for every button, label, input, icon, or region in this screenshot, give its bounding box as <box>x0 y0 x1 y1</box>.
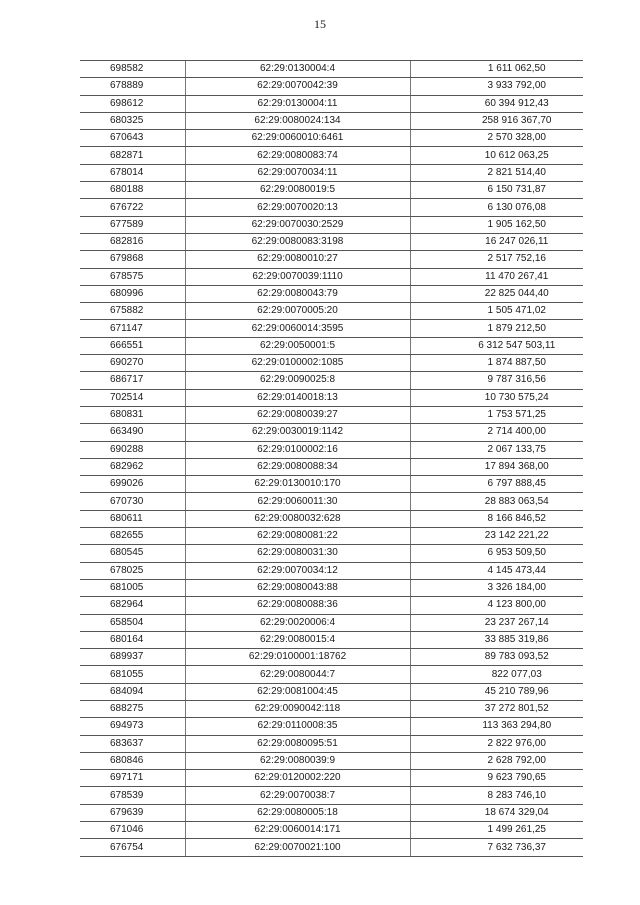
record-number-cell: 681005 <box>80 579 185 596</box>
table-row <box>80 95 583 112</box>
cadastral-value-cell: 7 632 736,37 <box>410 839 583 856</box>
cadastral-number-cell: 62:29:0140018:13 <box>185 389 410 406</box>
record-number-cell: 666551 <box>80 337 185 354</box>
table-body <box>80 61 583 857</box>
cadastral-number-cell: 62:29:0080024:134 <box>185 112 410 129</box>
cadastral-value-cell: 1 879 212,50 <box>410 320 583 337</box>
table-row <box>80 614 583 631</box>
cadastral-number-cell: 62:29:0081004:45 <box>185 683 410 700</box>
cadastral-value-table <box>80 60 583 857</box>
cadastral-number-cell: 62:29:0080010:27 <box>185 251 410 268</box>
record-number-cell: 680325 <box>80 112 185 129</box>
table-row <box>80 631 583 648</box>
cadastral-number-cell: 62:29:0080039:27 <box>185 406 410 423</box>
cadastral-value-cell: 28 883 063,54 <box>410 493 583 510</box>
cadastral-number-cell: 62:29:0080088:36 <box>185 597 410 614</box>
cadastral-number-cell: 62:29:0070005:20 <box>185 303 410 320</box>
record-number-cell: 679639 <box>80 804 185 821</box>
record-number-cell: 680188 <box>80 182 185 199</box>
table-row <box>80 78 583 95</box>
table-row <box>80 61 583 78</box>
cadastral-value-cell: 1 753 571,25 <box>410 406 583 423</box>
cadastral-value-cell: 8 166 846,52 <box>410 510 583 527</box>
record-number-cell: 680611 <box>80 510 185 527</box>
cadastral-value-cell: 60 394 912,43 <box>410 95 583 112</box>
record-number-cell: 680545 <box>80 545 185 562</box>
table-row <box>80 822 583 839</box>
cadastral-value-cell: 1 611 062,50 <box>410 61 583 78</box>
cadastral-value-cell: 6 150 731,87 <box>410 182 583 199</box>
record-number-cell: 682964 <box>80 597 185 614</box>
record-number-cell: 676722 <box>80 199 185 216</box>
cadastral-value-cell: 6 312 547 503,11 <box>410 337 583 354</box>
cadastral-value-cell: 8 283 746,10 <box>410 787 583 804</box>
cadastral-value-cell: 4 145 473,44 <box>410 562 583 579</box>
table-row <box>80 562 583 579</box>
table-row <box>80 683 583 700</box>
cadastral-number-cell: 62:29:0080095:51 <box>185 735 410 752</box>
cadastral-number-cell: 62:29:0130004:4 <box>185 61 410 78</box>
cadastral-number-cell: 62:29:0060014:171 <box>185 822 410 839</box>
table-row <box>80 355 583 372</box>
cadastral-value-cell: 10 730 575,24 <box>410 389 583 406</box>
table-row <box>80 770 583 787</box>
cadastral-value-cell: 16 247 026,11 <box>410 233 583 250</box>
cadastral-number-cell: 62:29:0080081:22 <box>185 528 410 545</box>
table-row <box>80 787 583 804</box>
cadastral-value-cell: 11 470 267,41 <box>410 268 583 285</box>
record-number-cell: 680164 <box>80 631 185 648</box>
cadastral-value-cell: 89 783 093,52 <box>410 649 583 666</box>
cadastral-value-cell: 9 623 790,65 <box>410 770 583 787</box>
cadastral-number-cell: 62:29:0070021:100 <box>185 839 410 856</box>
record-number-cell: 682871 <box>80 147 185 164</box>
record-number-cell: 680996 <box>80 285 185 302</box>
record-number-cell: 684094 <box>80 683 185 700</box>
cadastral-number-cell: 62:29:0070020:13 <box>185 199 410 216</box>
cadastral-number-cell: 62:29:0100001:18762 <box>185 649 410 666</box>
cadastral-value-cell: 2 517 752,16 <box>410 251 583 268</box>
cadastral-value-cell: 1 874 887,50 <box>410 355 583 372</box>
record-number-cell: 671147 <box>80 320 185 337</box>
record-number-cell: 702514 <box>80 389 185 406</box>
cadastral-value-cell: 23 237 267,14 <box>410 614 583 631</box>
cadastral-number-cell: 62:29:0120002:220 <box>185 770 410 787</box>
cadastral-number-cell: 62:29:0080031:30 <box>185 545 410 562</box>
cadastral-value-cell: 17 894 368,00 <box>410 458 583 475</box>
cadastral-number-cell: 62:29:0030019:1142 <box>185 424 410 441</box>
table-row <box>80 735 583 752</box>
cadastral-number-cell: 62:29:0090025:8 <box>185 372 410 389</box>
cadastral-value-cell: 822 077,03 <box>410 666 583 683</box>
cadastral-value-cell: 3 933 792,00 <box>410 78 583 95</box>
cadastral-number-cell: 62:29:0080019:5 <box>185 182 410 199</box>
cadastral-number-cell: 62:29:0070038:7 <box>185 787 410 804</box>
table-row <box>80 839 583 856</box>
record-number-cell: 694973 <box>80 718 185 735</box>
table-row <box>80 458 583 475</box>
cadastral-value-cell: 1 905 162,50 <box>410 216 583 233</box>
record-number-cell: 670730 <box>80 493 185 510</box>
page-number: 15 <box>314 17 326 31</box>
cadastral-value-cell: 2 714 400,00 <box>410 424 583 441</box>
record-number-cell: 689937 <box>80 649 185 666</box>
table-row <box>80 441 583 458</box>
record-number-cell: 688275 <box>80 700 185 717</box>
record-number-cell: 676754 <box>80 839 185 856</box>
cadastral-number-cell: 62:29:0080039:9 <box>185 752 410 769</box>
cadastral-number-cell: 62:29:0130010:170 <box>185 476 410 493</box>
record-number-cell: 690270 <box>80 355 185 372</box>
table-row <box>80 199 583 216</box>
cadastral-value-cell: 113 363 294,80 <box>410 718 583 735</box>
cadastral-value-cell: 22 825 044,40 <box>410 285 583 302</box>
table-row <box>80 545 583 562</box>
cadastral-value-cell: 18 674 329,04 <box>410 804 583 821</box>
table-row <box>80 804 583 821</box>
cadastral-number-cell: 62:29:0070034:11 <box>185 164 410 181</box>
cadastral-value-cell: 2 821 514,40 <box>410 164 583 181</box>
cadastral-number-cell: 62:29:0060010:6461 <box>185 130 410 147</box>
record-number-cell: 670643 <box>80 130 185 147</box>
cadastral-value-cell: 1 505 471,02 <box>410 303 583 320</box>
cadastral-number-cell: 62:29:0110008:35 <box>185 718 410 735</box>
cadastral-value-cell: 23 142 221,22 <box>410 528 583 545</box>
cadastral-value-cell: 33 885 319,86 <box>410 631 583 648</box>
record-number-cell: 686717 <box>80 372 185 389</box>
table-row <box>80 718 583 735</box>
table-row <box>80 112 583 129</box>
record-number-cell: 690288 <box>80 441 185 458</box>
record-number-cell: 697171 <box>80 770 185 787</box>
cadastral-number-cell: 62:29:0070030:2529 <box>185 216 410 233</box>
record-number-cell: 678025 <box>80 562 185 579</box>
cadastral-value-cell: 6 953 509,50 <box>410 545 583 562</box>
cadastral-number-cell: 62:29:0080043:79 <box>185 285 410 302</box>
cadastral-value-cell: 6 130 076,08 <box>410 199 583 216</box>
table-row <box>80 476 583 493</box>
table-row <box>80 424 583 441</box>
table-row <box>80 528 583 545</box>
table-row <box>80 372 583 389</box>
cadastral-value-cell: 4 123 800,00 <box>410 597 583 614</box>
table-row <box>80 510 583 527</box>
cadastral-value-cell: 1 499 261,25 <box>410 822 583 839</box>
table-row <box>80 649 583 666</box>
cadastral-number-cell: 62:29:0070042:39 <box>185 78 410 95</box>
table-row <box>80 700 583 717</box>
table-row <box>80 493 583 510</box>
cadastral-number-cell: 62:29:0130004:11 <box>185 95 410 112</box>
table-row <box>80 752 583 769</box>
record-number-cell: 682816 <box>80 233 185 250</box>
cadastral-number-cell: 62:29:0080083:3198 <box>185 233 410 250</box>
record-number-cell: 682962 <box>80 458 185 475</box>
table-row <box>80 268 583 285</box>
record-number-cell: 682655 <box>80 528 185 545</box>
record-number-cell: 698612 <box>80 95 185 112</box>
table-row <box>80 579 583 596</box>
record-number-cell: 678539 <box>80 787 185 804</box>
cadastral-number-cell: 62:29:0060011:30 <box>185 493 410 510</box>
table-row <box>80 130 583 147</box>
record-number-cell: 681055 <box>80 666 185 683</box>
cadastral-number-cell: 62:29:0080015:4 <box>185 631 410 648</box>
cadastral-number-cell: 62:29:0070034:12 <box>185 562 410 579</box>
cadastral-number-cell: 62:29:0080083:74 <box>185 147 410 164</box>
table-row <box>80 233 583 250</box>
table-row <box>80 389 583 406</box>
cadastral-value-cell: 9 787 316,56 <box>410 372 583 389</box>
table-row <box>80 666 583 683</box>
cadastral-number-cell: 62:29:0080088:34 <box>185 458 410 475</box>
record-number-cell: 679868 <box>80 251 185 268</box>
cadastral-value-cell: 2 570 328,00 <box>410 130 583 147</box>
record-number-cell: 675882 <box>80 303 185 320</box>
cadastral-number-cell: 62:29:0050001:5 <box>185 337 410 354</box>
cadastral-number-cell: 62:29:0080032:628 <box>185 510 410 527</box>
table-row <box>80 164 583 181</box>
record-number-cell: 680846 <box>80 752 185 769</box>
table-row <box>80 303 583 320</box>
cadastral-value-cell: 37 272 801,52 <box>410 700 583 717</box>
cadastral-value-cell: 45 210 789,96 <box>410 683 583 700</box>
table-row <box>80 147 583 164</box>
table-row <box>80 406 583 423</box>
cadastral-number-cell: 62:29:0020006:4 <box>185 614 410 631</box>
cadastral-number-cell: 62:29:0080044:7 <box>185 666 410 683</box>
record-number-cell: 678014 <box>80 164 185 181</box>
cadastral-number-cell: 62:29:0090042:118 <box>185 700 410 717</box>
cadastral-value-cell: 2 822 976,00 <box>410 735 583 752</box>
cadastral-value-cell: 2 628 792,00 <box>410 752 583 769</box>
table-row <box>80 597 583 614</box>
table-row <box>80 285 583 302</box>
record-number-cell: 683637 <box>80 735 185 752</box>
cadastral-number-cell: 62:29:0100002:1085 <box>185 355 410 372</box>
record-number-cell: 658504 <box>80 614 185 631</box>
record-number-cell: 678575 <box>80 268 185 285</box>
record-number-cell: 671046 <box>80 822 185 839</box>
cadastral-number-cell: 62:29:0060014:3595 <box>185 320 410 337</box>
cadastral-number-cell: 62:29:0070039:1110 <box>185 268 410 285</box>
table-row <box>80 182 583 199</box>
cadastral-value-cell: 3 326 184,00 <box>410 579 583 596</box>
table-row <box>80 320 583 337</box>
record-number-cell: 663490 <box>80 424 185 441</box>
cadastral-value-cell: 258 916 367,70 <box>410 112 583 129</box>
record-number-cell: 680831 <box>80 406 185 423</box>
cadastral-value-cell: 2 067 133,75 <box>410 441 583 458</box>
table-row <box>80 337 583 354</box>
table-row <box>80 251 583 268</box>
cadastral-number-cell: 62:29:0080043:88 <box>185 579 410 596</box>
cadastral-number-cell: 62:29:0100002:16 <box>185 441 410 458</box>
table-row <box>80 216 583 233</box>
record-number-cell: 698582 <box>80 61 185 78</box>
record-number-cell: 699026 <box>80 476 185 493</box>
cadastral-value-cell: 6 797 888,45 <box>410 476 583 493</box>
cadastral-value-cell: 10 612 063,25 <box>410 147 583 164</box>
record-number-cell: 678889 <box>80 78 185 95</box>
record-number-cell: 677589 <box>80 216 185 233</box>
cadastral-number-cell: 62:29:0080005:18 <box>185 804 410 821</box>
